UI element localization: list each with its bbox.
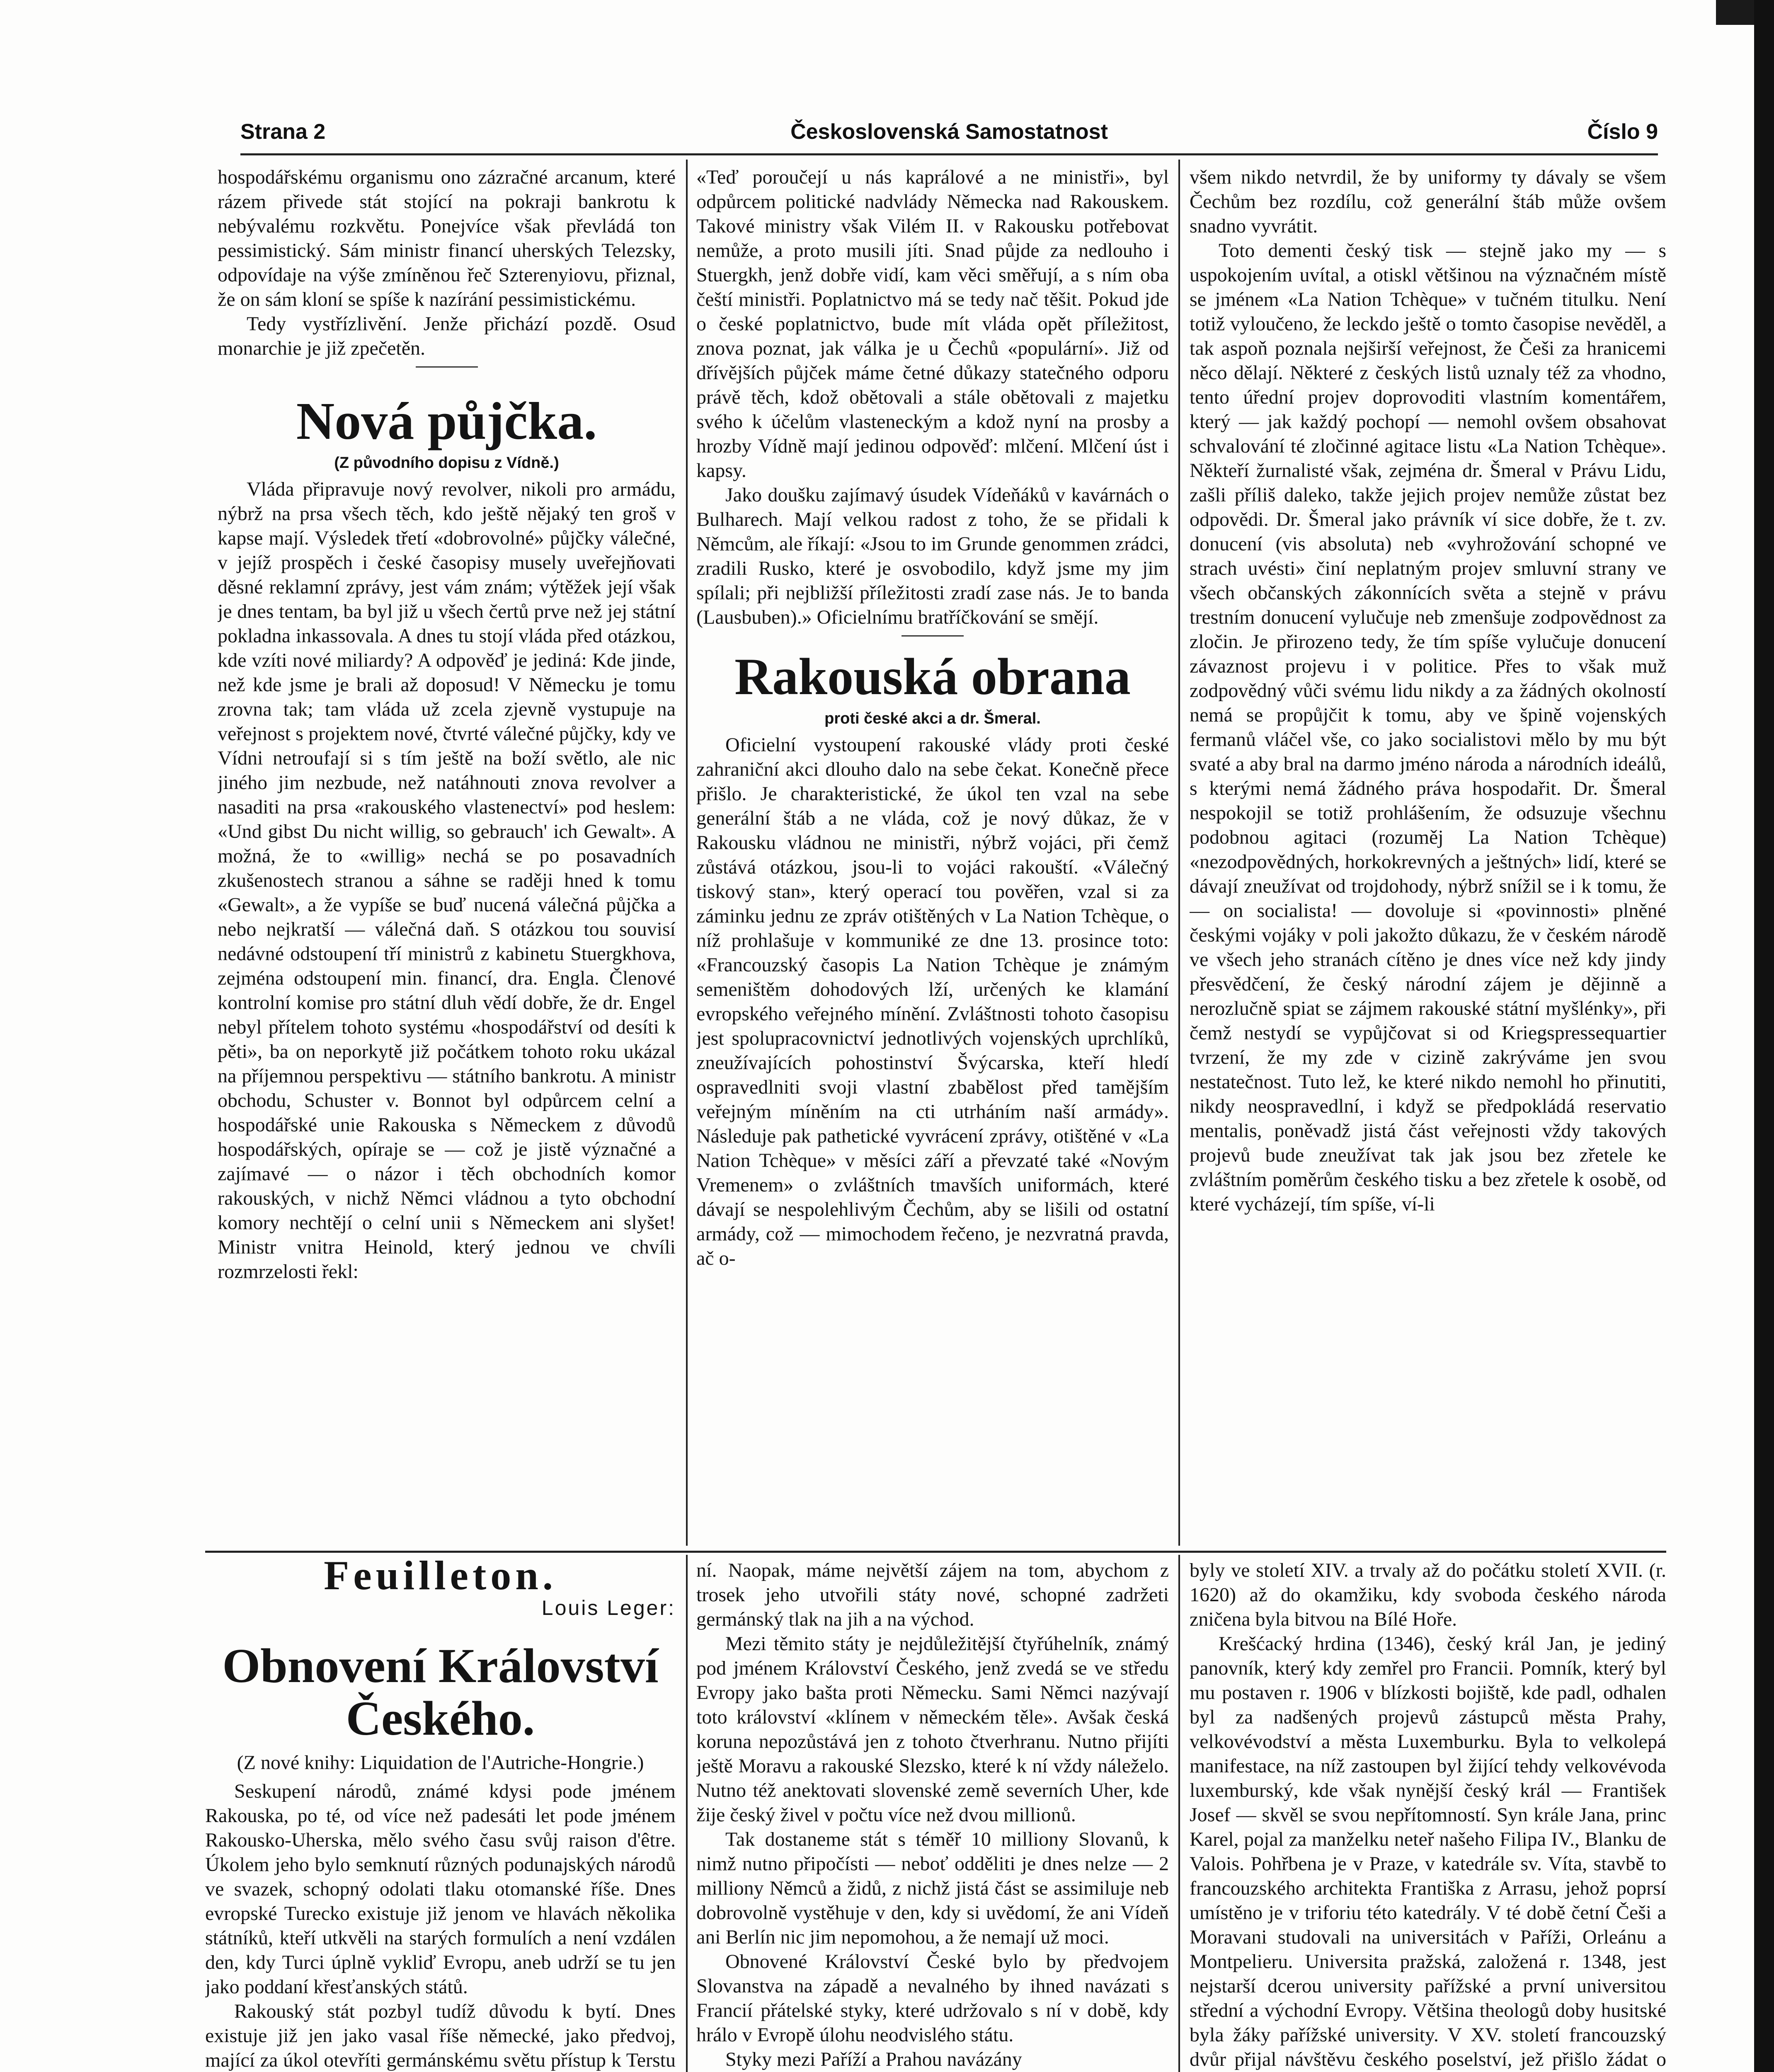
feuilleton-paragraph: Obnovené Království České bylo by předvojem Slovanstva na západě a nevalného by ihned navázati s Francií přátelské styky, které udržovalo s ní v době, kdy hrálo v Evropě úlohu neodvislého státu. [696,1951,1169,2046]
feuilleton-title: Obnovení Království Českého. [222,1639,659,1746]
running-header [240,119,1658,149]
scan-edge-right [1754,0,1774,2072]
column-divider-upper-1 [686,160,688,1546]
feuilleton-column-1 [205,1558,676,2072]
feuilleton-author: Louis Leger: [541,1596,676,1619]
col2-paragraph: «Teď poroučejí u nás kaprálové a ne ministři», byl odpůrcem politické nadvlády Německa nad Rakouskem. Takové ministry však Vilém II. v Rakousku potřebovat nemůže, a proto musili jíti. Snad půjde za nedlouho i Stuergkh, jenž dobře vidí, kam věci směřují, a s ním oba čeští ministři. Poplatnictvo má se tedy nač těšit. Pokud jde o české poplatnictvo, bude mít vláda opět příležitost, znova poznat, jak válka je u Čechů «populární». Již od dřívějších půjček máme četné důkazy statečného odporu právě těch, kdož obětovali a stále obětovali z majetku svého k účelům vlasteneckým a kdož nyní na prosby a hrozby Vídně mají jedinou odpověď: mlčení. Mlčení úst i kapsy. [696,166,1169,482]
feuilleton-paragraph: Rakouský stát pozbyl tudíž důvodu k bytí. Dnes existuje již jen jako vasal říše německé, jako předvoj, mající za úkol otevříti germánskému světu přístup k Terstu [205,2000,676,2071]
page-number: Strana 2 [240,120,326,144]
col3-paragraph: Toto dementi český tisk — stejně jako my — s uspokojením uvítal, a otiskl většinou na význačném místě se jménem «La Nation Tchèque» v tučném titulku. Není totiž vyloučeno, že leckdo ještě o tomto časopise nevěděl, a tak aspoň poznala nejširší veřejnost, že Češi za hranicemi něco dělají. Některé z českých listů uznaly též za vhodno, tento úřední projev doprovoditi vlastním komentářem, který — jak každý pochopí — nemohl ovšem obsahovat schvalování té zločinné agitace listu «La Nation Tchèque». Někteří žurnalisté však, zejména dr. Šmeral v Právu Lidu, zašli příliš daleko, takže jejich projev nemůže zůstat bez odpovědi. Dr. Šmeral jako právník ví sice dobře, že t. zv. donucení (vis absoluta) neb «vyhrožování schopné ve strach uvésti» činí neplatným projev smluvní strany ve všech občanských zákonnících světa a stejně v právu trestním donucení vylučuje neb zmenšuje zodpovědnost za zločin. Je přirozeno tedy, že tím spíše vylučuje donucení závaznost projevu i v politice. Přes to však muž zodpovědný vůči svému lidu nikdy a za žádných okolností nemá se propůjčit k tomu, aby ve špině vojenských fermanů vláčel vše, co jako socialistovi mělo by mu být svaté a aby bral na darmo jméno národa a národních ideálů, s kterými nemá žádného práva hospodařit. Dr. Šmeral nespokojil se totiž prohlášením, že odsuzuje všechnu podobnou agitaci (rozuměj La Nation Tchèque) «nezodpovědných, horkokrevných a ještných» lidí, které se dávají zneužívat od trojdohody, nýbrž snížil se i k tomu, že — on socialista! — dovoluje si «povinnosti» plněné českými vojáky v poli jakožto důkazu, že v českém národě ve všech jeho stranách cítěno je dnes více než kdy jindy přesvědčení, že český národní zájem je dějinně a nerozlučně spiat se zájmem rakouské státní myšlénky», při čemž nestydí se vypůjčovat si od Kriegspressequartier tvrzení, že my zde v cizině zakrýváme jen svou nestatečnost. Tuto lež, ke které nikdo nemohl ho přinutiti, nikdy neospravedlní, i když se předpokládá reservatio mentalis, poněvadž jistá část veřejnosti vždy takových projevů bude zneužívat tak jak jsou bez zřetele ke zvláštním poměrům českého tisku a bez zřetele k osobě, od které vycházejí, tím spíše, ví-li [1190,240,1666,1215]
column-divider-upper-2 [1178,160,1180,1546]
col1-paragraph: Tedy vystřízlivění. Jenže přichází pozdě. Osud monarchie je již zpečetěn. [218,313,676,359]
section-divider [416,366,478,368]
column-1-upper [218,165,676,1545]
subhead-nova-pujcka: (Z původního dopisu z Vídně.) [334,454,559,472]
col3-paragraph: všem nikdo netvrdil, že by uniformy ty dávaly se všem Čechům bez rozdílu, což generální štáb může ovšem snadno vyvrátit. [1190,166,1666,237]
col2-paragraph: Jako doušku zajímavý úsudek Vídeňáků v kavárnách o Bulharech. Mají velkou radost z toho, že se přidali k Němcům, ale říkají: «Jsou to im Grunde genommen zrádci, zradili Rusko, které je osvobodilo, když jsme my jim spílali; při nejbližší příležitosti zradí zase nás. Je to banda (Lausbuben).» Oficielnímu bratříčkování se smějí. [696,484,1169,628]
column-3-upper [1190,165,1666,1545]
section-divider [902,635,964,637]
scan-edge-corner [1716,0,1754,25]
feuilleton-paragraph: Krešćacký hrdina (1346), český král Jan, je jediný panovník, který kdy zemřel pro Francii. Pomník, který byl mu postaven r. 1906 v blízkosti bojiště, kde padl, odhalen byl za nadšených projevů zástupců města Prahy, velkovévodství a města Luxemburku. Byla to velkolepá manifestace, na níž zastoupen byl žijící tehdy velkovévoda luxemburský, kde však nynější český král — František Josef — skvěl se svou nepřítomností. Syn krále Jana, princ Karel, pojal za manželku neteř našeho Filipa IV., Blanku de Valois. Pohřbena je v Praze, v katedrále sv. Víta, stavbě to francouzského architekta Františka z Arrasu, jehož poprsí umístěno je v triforiu této katedrály. V té době četní Češi a Moravani studovali na universitách v Paříži, Orleánu a Montpelieru. Universita pražská, založená r. 1348, jest nejstarší dcerou university pařížské a první universitou střední a východní Evropy. Většina theologů doby husitské byla žáky pařížské university. V XV. století francouzský dvůr přijal návštěvu českého poselství, jež přišlo žádat o [1190,1633,1666,2070]
issue-number: Číslo 9 [1587,120,1658,144]
article-nova-pujcka-body: Vláda připravuje nový revolver, nikoli pro armádu, nýbrž na prsa všech těch, kdo ještě nějaký ten groš v kapse mají. Výsledek třetí «dobrovolné» půjčky válečné, v jejíž prospěch i české časopisy musely uveřejňovati děsné reklamní zprávy, jest vám znám; výtěžek její však je dnes tentam, ba byl již u všech čertů prve než jej státní pokladna inkassovala. A dnes tu stojí vláda před otázkou, kde vzíti nové miliardy? A odpověď je jediná: Kde jinde, než kde jsme je brali až doposud! V Německu je tomu zrovna tak; tam vláda už zcela zjevně vystupuje na veřejnost s projektem nové, čtvrté válečné půjčky, kdy ve Vídni netroufají si s tím ještě na boží světlo, ale nic jiného jim nezbude, než natáhnouti znova revolver a nasaditi na prsa «rakouského vlastenectví» pod heslem: «Und gibst Du nicht willig, so gebrauch' ich Gewalt». A možná, že to «willig» nechá se po posavadních zkušenostech stranou a sáhne se raději hned k tomu «Gewalt», a že vypíše se buď nucená válečná půjčka a nebo nejkratší — válečná daň. S otázkou tou souvisí nedávné odstoupení tří ministrů z kabinetu Stuergkhova, zejména odstoupení min. financí, dra. Engla. Členové kontrolní komise pro státní dluh vědí dobře, že dr. Engel nebyl přítelem tohoto systému «hospodářství od desíti k pěti», ba on neporkytě již počátkem tohoto roku ukázal na příjemnou perspektivu — státního bankrotu. A ministr obchodu, Schuster v. Bonnot byl odpůrcem celní a hospodářské unie Rakouska s Německem z důvodů hospodářských, opíraje se — což je jistě význačné a zajímavé — o názor i těch obchodních komor rakouských, v nichž Němci vládnou a tyto obchodní komory nechtějí o celní unii s Německem ani slyšet! Ministr vnitra Heinold, který jednou ve chvíli rozmrzelosti řekl: [218,478,676,1283]
header-rule [240,153,1658,155]
headline-rakouska-obrana: Rakouská obrana [734,648,1131,706]
article-rakouska-obrana-body: Oficielní vystoupení rakouské vlády proti české zahraniční akci dlouho dalo na sebe čekat. Konečně přece přišlo. Je charakteristické, že úkol ten vzal na sebe generální štáb a ne vláda, což je nový důkaz, že v Rakousku vládnou ne ministři, nýbrž vojáci, při čemž zůstává otázkou, jsou-li to vojáci rakouští. «Válečný tiskový stan», který operací tou pověřen, vzal si za záminku jednu ze zpráv otištěných v La Nation Tchèque, o níž prohlašuje v kommuniké ze dne 13. prosince toto: «Francouzský časopis La Nation Tchèque je známým semeništěm dohodových lží, určených ke klamání evropského veřejného mínění. Zvláštnosti tohoto časopisu jest spolupracovnictví jednotlivých vojenských uprchlíků, zneužívajících pohostinství Švýcarska, kteří hledí ospravedlniti svoji vlastní zbabělost před tamějším veřejným míněním na cti utrháním naší armády». Následuje pak pathetické vyvrácení zprávy, otištěné v «La Nation Tchèque» v měsíci září a převzaté také «Novým Vremenem» o zvláštních tmavších uniformách, které dávají se nespolehlivým Čechům, aby se lišili od ostatní armády, což — mimochodem řečeno, je nezvratná pravda, ač o- [696,734,1169,1270]
column-2-upper [696,165,1169,1545]
feuilleton-paragraph: ní. Naopak, máme největší zájem na tom, abychom z trosek jeho utvořili státy nové, schopné zadržeti germánský tlak na jih a na východ. [696,1559,1169,1630]
column-divider-lower-2 [1178,1555,1180,2072]
feuilleton-paragraph: Seskupení národů, známé kdysi pode jménem Rakouska, po té, od více než padesáti let pode jménem Rakousko-Uherska, mělo svého času svůj raison d'être. Úkolem jeho bylo semknutí různých podunajských národů ve svazek, schopný odolati tlaku otomanské říše. Dnes evropské Turecko existuje již jenom ve hlavách několika státníků, kteří utkvěli na starých formulích a není vzdálen den, kdy Turci úplně vykliď Evropu, aneb udrží se tu jen jako poddaní křesťanských států. [205,1780,676,1998]
feuilleton-column-2 [696,1558,1169,2072]
headline-nova-pujcka: Nová půjčka. [296,392,597,450]
feuilleton-column-3 [1190,1558,1666,2072]
column-divider-lower-1 [686,1555,688,2072]
col1-paragraph: hospodářskému organismu ono zázračné arcanum, které rázem přivede stát stojící na pokraji bankrotu k nebývalému rozkvětu. Ponejvíce však převládá ton pessimistický. Sám ministr financí uherských Telezsky, odpovídaje na výše zmíněnou řeč Szterenyiovu, přiznal, že on sám kloní se spíše k nazírání pessimistickému. [218,166,676,310]
feuilleton-label: Feuilleton. [324,1558,557,1598]
feuilleton-paragraph: Tak dostaneme stát s téměř 10 milliony Slovanů, k nimž nutno připočísti — neboť odděliti je dnes nelze — 2 milliony Němců a židů, z nichž jistá část se assimiluje neb dobrovolně vystěhuje v den, kdy si uvědomí, že ani Vídeň ani Berlín nic jim nepomohou, a že nemají už moci. [696,1828,1169,1948]
feuilleton-book-note: (Z nové knihy: Liquidation de l'Autriche-Hongrie.) [237,1751,644,1774]
feuilleton-paragraph: byly ve století XIV. a trvaly až do počátku století XVII. (r. 1620) až do okamžiku, kdy svoboda českého národa zničena byla bitvou na Bílé Hoře. [1190,1559,1666,1630]
feuilleton-top-rule [205,1551,1666,1553]
feuilleton-paragraph: Styky mezi Paříží a Prahou navázány [725,2048,1022,2070]
feuilleton-paragraph: Mezi těmito státy je nejdůležitější čtyřúhelník, známý pod jménem Království Českého, jenž zvedá se ve středu Evropy jako bašta proti Německu. Sami Němci nazývají toto království «klínem v německém těle». Avšak česká koruna nepozůstává jen z tohoto čtverhranu. Nutno přijíti ještě Moravu a rakouské Slezsko, které k ní vždy náleželo. Nutno též anektovati slovenské země severních Uher, kde žije český živel v počtu více než dvou millionů. [696,1633,1169,1826]
subhead-rakouska-obrana: proti české akci a dr. Šmeral. [824,710,1041,728]
newspaper-title: Československá Samostatnost [790,120,1108,144]
